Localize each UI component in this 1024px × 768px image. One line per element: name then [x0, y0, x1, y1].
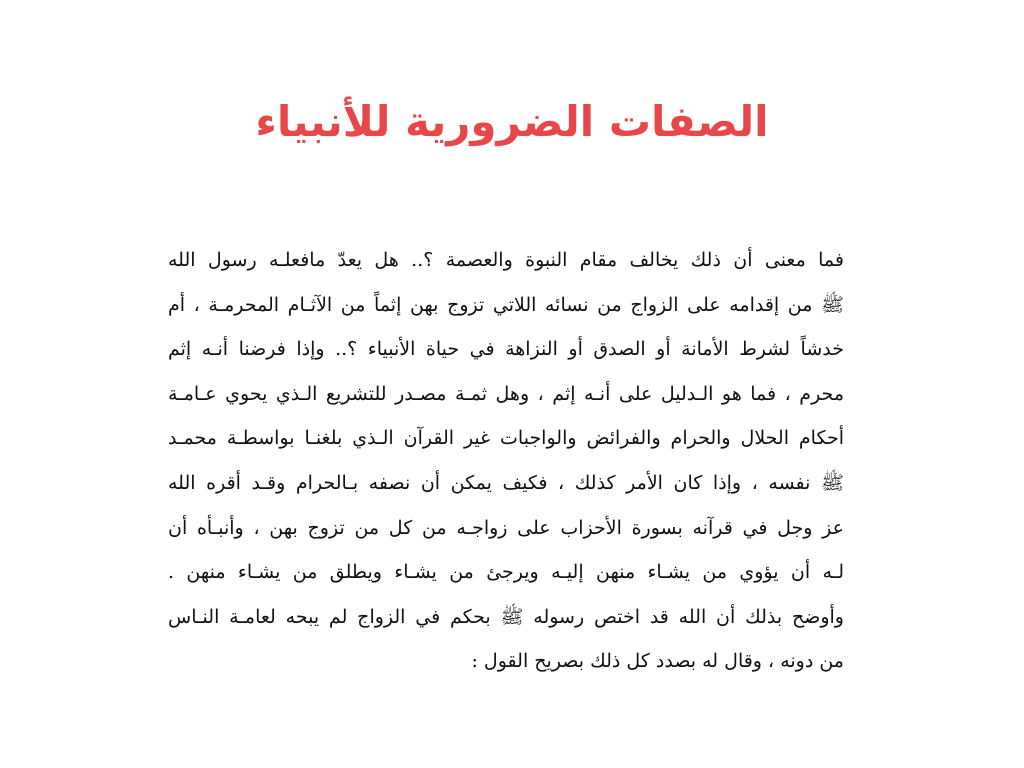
body-line: عز وجل في قرآنه بسورة الأحزاب على زواجـه من كل من تزوج بهن ، وأنبـأه أن [168, 516, 844, 539]
body-line: ﷺ من إقدامه على الزواج من نسائه اللاتي تزوج بهن إثماً من الآثـام المحرمـة ، أم [168, 293, 844, 316]
body-line: وأوضح بذلك أن الله قد اختص رسوله ﷺ بحكم في الزواج لم يبحه لعامـة النـاس [168, 605, 844, 628]
body-line: لـه أن يؤوي من يشـاء منهن إليـه ويرجئ من يشـاء ويطلق من يشـاء منهن . [168, 561, 844, 584]
body-line: أحكام الحلال والحرام والفرائض والواجبات غير القرآن الـذي بلغنـا بواسطـة محمـد [168, 427, 844, 450]
slide-title: الصفات الضرورية للأنبياء [255, 97, 769, 146]
body-line: محرم ، فما هو الـدليل على أنـه إثم ، وهل ثمـة مصـدر للتشريع الـذي يحوي عـامـة [168, 382, 844, 405]
body-line: خدشاً لشرط الأمانة أو الصدق أو النزاهة في حياة الأنبياء ؟.. وإذا فرضنا أنـه إثم [168, 338, 844, 361]
body-paragraph [168, 238, 844, 684]
body-line: ﷺ نفسه ، وإذا كان الأمر كذلك ، فكيف يمكن أن نصفه بـالحرام وقـد أقره الله [168, 471, 844, 494]
body-line: من دونه ، وقال له بصدد كل ذلك بصريح القول : [471, 650, 844, 673]
body-line: فما معنى أن ذلك يخالف مقام النبوة والعصمة ؟.. هل يعدّ مافعلـه رسول الله [168, 249, 844, 271]
